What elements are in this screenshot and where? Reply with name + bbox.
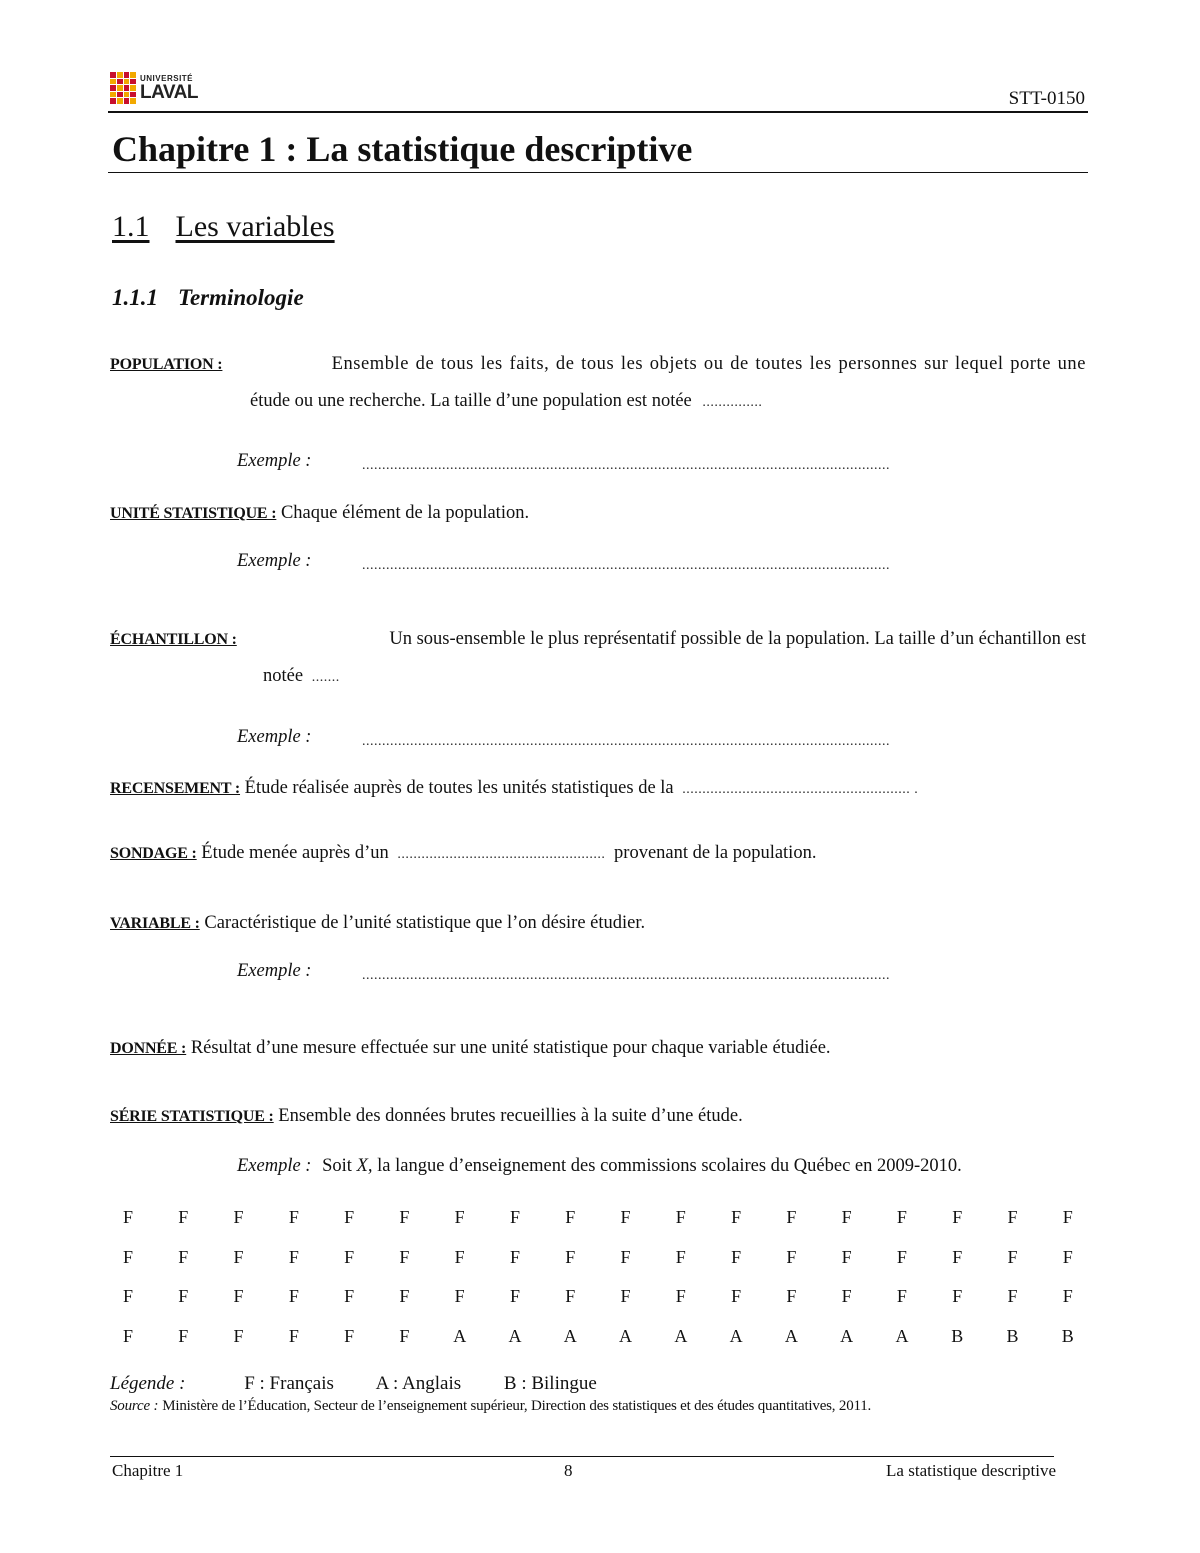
term-recensement: RECENSEMENT :	[110, 780, 241, 797]
grid-cell: F	[509, 1286, 520, 1307]
definition-sondage	[110, 835, 1086, 873]
definition-population	[110, 346, 1086, 421]
grid-cell: F	[288, 1286, 299, 1307]
definition-donnee	[110, 1030, 1086, 1067]
echantillon-size-blank: .......	[311, 670, 340, 685]
grid-cell: F	[233, 1325, 244, 1346]
recensement-text: Étude réalisée auprès de toutes les unités statistiques de la	[244, 778, 674, 798]
grid-cell: F	[344, 1246, 355, 1267]
definition-echantillon	[110, 621, 1086, 696]
example-label-unite: Exemple :	[237, 551, 312, 571]
language-data-grid	[110, 1198, 1086, 1356]
grid-cell: F	[620, 1286, 631, 1307]
sondage-blank: ....................................................	[397, 847, 606, 862]
grid-cell: F	[399, 1286, 410, 1307]
logo-top-text: UNIVERSITÉ	[140, 73, 194, 83]
grid-cell: F	[841, 1246, 852, 1267]
grid-cell: A	[619, 1325, 633, 1346]
legend-item-bilingue: B : Bilingue	[503, 1373, 597, 1394]
source-label: Source :	[110, 1398, 159, 1414]
term-donnee: DONNÉE :	[110, 1040, 187, 1057]
definition-serie-statistique	[110, 1098, 1086, 1135]
legend	[110, 1373, 635, 1395]
grid-cell: F	[399, 1325, 410, 1346]
chapter-rule	[108, 172, 1088, 173]
grid-cell: F	[620, 1207, 631, 1228]
header-rule	[108, 111, 1088, 113]
footer-chapter: Chapitre 1	[112, 1461, 184, 1480]
term-serie-statistique: SÉRIE STATISTIQUE :	[110, 1108, 274, 1125]
example-label-serie: Exemple :	[237, 1156, 312, 1176]
grid-cell: F	[454, 1246, 465, 1267]
grid-cell: F	[122, 1246, 133, 1267]
grid-row	[110, 1277, 1086, 1317]
grid-cell: A	[784, 1325, 798, 1346]
grid-cell: F	[178, 1325, 189, 1346]
population-text-line2: étude ou une recherche. La taille d’une population est notée	[250, 391, 692, 411]
term-unite-statistique: UNITÉ STATISTIQUE :	[110, 505, 277, 522]
grid-cell: F	[288, 1325, 299, 1346]
grid-cell: F	[122, 1325, 133, 1346]
grid-cell: B	[951, 1325, 964, 1346]
grid-cell: F	[509, 1246, 520, 1267]
serie-example	[237, 1148, 962, 1185]
serie-text: Ensemble des données brutes recueillies à la suite d’une étude.	[278, 1106, 743, 1126]
footer-rule	[110, 1456, 1054, 1457]
grid-cell: F	[122, 1207, 133, 1228]
grid-cell: F	[565, 1246, 576, 1267]
grid-cell: F	[731, 1246, 742, 1267]
grid-cell: B	[1061, 1325, 1074, 1346]
grid-cell: F	[1007, 1207, 1018, 1228]
grid-cell: F	[952, 1207, 963, 1228]
grid-cell: F	[344, 1286, 355, 1307]
grid-cell: F	[675, 1246, 686, 1267]
grid-cell: F	[233, 1286, 244, 1307]
legend-label: Légende :	[110, 1373, 186, 1394]
variable-text: Caractéristique de l’unité statistique que l’on désire étudier.	[204, 913, 646, 933]
definition-unite-statistique	[110, 495, 1086, 532]
term-population: POPULATION :	[110, 356, 223, 373]
example-label-echantillon: Exemple :	[237, 727, 312, 747]
grid-cell: A	[895, 1325, 909, 1346]
population-size-blank: ...............	[702, 395, 763, 410]
footer-page-number: 8	[564, 1461, 573, 1480]
term-sondage: SONDAGE :	[110, 845, 197, 862]
grid-cell: F	[841, 1207, 852, 1228]
grid-cell: F	[344, 1325, 355, 1346]
grid-cell: F	[952, 1246, 963, 1267]
grid-cell: F	[565, 1207, 576, 1228]
sondage-text-after: provenant de la population.	[614, 843, 817, 863]
chapter-title: Chapitre 1 : La statistique descriptive	[112, 129, 693, 169]
grid-cell: F	[399, 1207, 410, 1228]
grid-cell: F	[675, 1207, 686, 1228]
grid-cell: A	[729, 1325, 743, 1346]
grid-cell: F	[731, 1286, 742, 1307]
term-variable: VARIABLE :	[110, 915, 200, 932]
grid-cell: F	[233, 1207, 244, 1228]
footer-title: La statistique descriptive	[886, 1461, 1056, 1480]
serie-example-text-after: la langue d’enseignement des commissions scolaires du Québec en 2009-2010.	[377, 1156, 962, 1176]
grid-cell: A	[508, 1325, 522, 1346]
example-label-variable: Exemple :	[237, 961, 312, 981]
legend-item-anglais: A : Anglais	[375, 1373, 462, 1394]
grid-row	[110, 1198, 1086, 1238]
grid-cell: F	[896, 1246, 907, 1267]
source-text: Ministère de l’Éducation, Secteur de l’enseignement supérieur, Direction des statistiques et des études quantitatives, 2011.	[162, 1398, 872, 1414]
grid-cell: F	[1007, 1286, 1018, 1307]
echantillon-text-line2: notée	[263, 666, 304, 686]
grid-cell: F	[565, 1286, 576, 1307]
grid-cell: F	[122, 1286, 133, 1307]
grid-cell: F	[178, 1286, 189, 1307]
grid-cell: F	[454, 1286, 465, 1307]
grid-cell: F	[178, 1207, 189, 1228]
legend-item-francais: F : Français	[244, 1373, 334, 1394]
logo-emblem-icon	[110, 72, 136, 104]
grid-cell: F	[454, 1207, 465, 1228]
grid-cell: F	[233, 1246, 244, 1267]
example-label-population: Exemple :	[237, 451, 312, 471]
serie-example-text-before: Soit	[322, 1156, 352, 1176]
grid-cell: F	[399, 1246, 410, 1267]
grid-cell: F	[288, 1246, 299, 1267]
example-blank-population: ....................................................................................................................................	[362, 458, 890, 473]
source-note	[110, 1398, 871, 1415]
grid-cell: F	[731, 1207, 742, 1228]
section-title: 1.1 Les variables	[112, 210, 335, 243]
donnee-text: Résultat d’une mesure effectuée sur une unité statistique pour chaque variable étudiée.	[190, 1038, 831, 1058]
grid-cell: F	[841, 1286, 852, 1307]
echantillon-text-line1: Un sous-ensemble le plus représentatif possible de la population. La taille d’un échantillon est	[389, 629, 1086, 649]
grid-cell: F	[786, 1246, 797, 1267]
logo-main-text: LAVAL	[140, 81, 199, 103]
grid-cell: A	[453, 1325, 467, 1346]
grid-cell: A	[674, 1325, 688, 1346]
grid-cell: F	[952, 1286, 963, 1307]
grid-cell: F	[786, 1286, 797, 1307]
grid-row	[110, 1317, 1086, 1357]
grid-cell: F	[1062, 1246, 1073, 1267]
grid-cell: F	[1062, 1286, 1073, 1307]
university-logo	[110, 70, 200, 106]
definition-variable	[110, 905, 1086, 942]
subsection-title: 1.1.1 Terminologie	[112, 285, 304, 310]
grid-cell: F	[509, 1207, 520, 1228]
grid-cell: F	[178, 1246, 189, 1267]
grid-cell: F	[288, 1207, 299, 1228]
grid-cell: F	[1062, 1207, 1073, 1228]
grid-cell: F	[344, 1207, 355, 1228]
grid-cell: F	[620, 1246, 631, 1267]
term-echantillon: ÉCHANTILLON :	[110, 631, 237, 648]
grid-row	[110, 1238, 1086, 1278]
example-blank-echantillon: ....................................................................................................................................	[362, 734, 890, 749]
grid-cell: F	[896, 1286, 907, 1307]
grid-cell: A	[563, 1325, 577, 1346]
grid-cell: F	[896, 1207, 907, 1228]
course-code: STT-0150	[1008, 88, 1085, 109]
population-text-line1: Ensemble de tous les faits, de tous les objets ou de toutes les personnes sur lequel porte une	[331, 354, 1086, 374]
example-blank-variable: ....................................................................................................................................	[362, 968, 890, 983]
grid-cell: F	[675, 1286, 686, 1307]
grid-cell: A	[840, 1325, 854, 1346]
example-blank-unite: ....................................................................................................................................	[362, 558, 890, 573]
serie-example-variable: X,	[356, 1156, 373, 1176]
recensement-blank: ......................................................... .	[682, 782, 919, 797]
grid-cell: F	[786, 1207, 797, 1228]
grid-cell: B	[1006, 1325, 1019, 1346]
unite-text: Chaque élément de la population.	[280, 503, 530, 523]
grid-cell: F	[1007, 1246, 1018, 1267]
sondage-text-before: Étude menée auprès d’un	[201, 843, 389, 863]
definition-recensement	[110, 770, 1086, 808]
